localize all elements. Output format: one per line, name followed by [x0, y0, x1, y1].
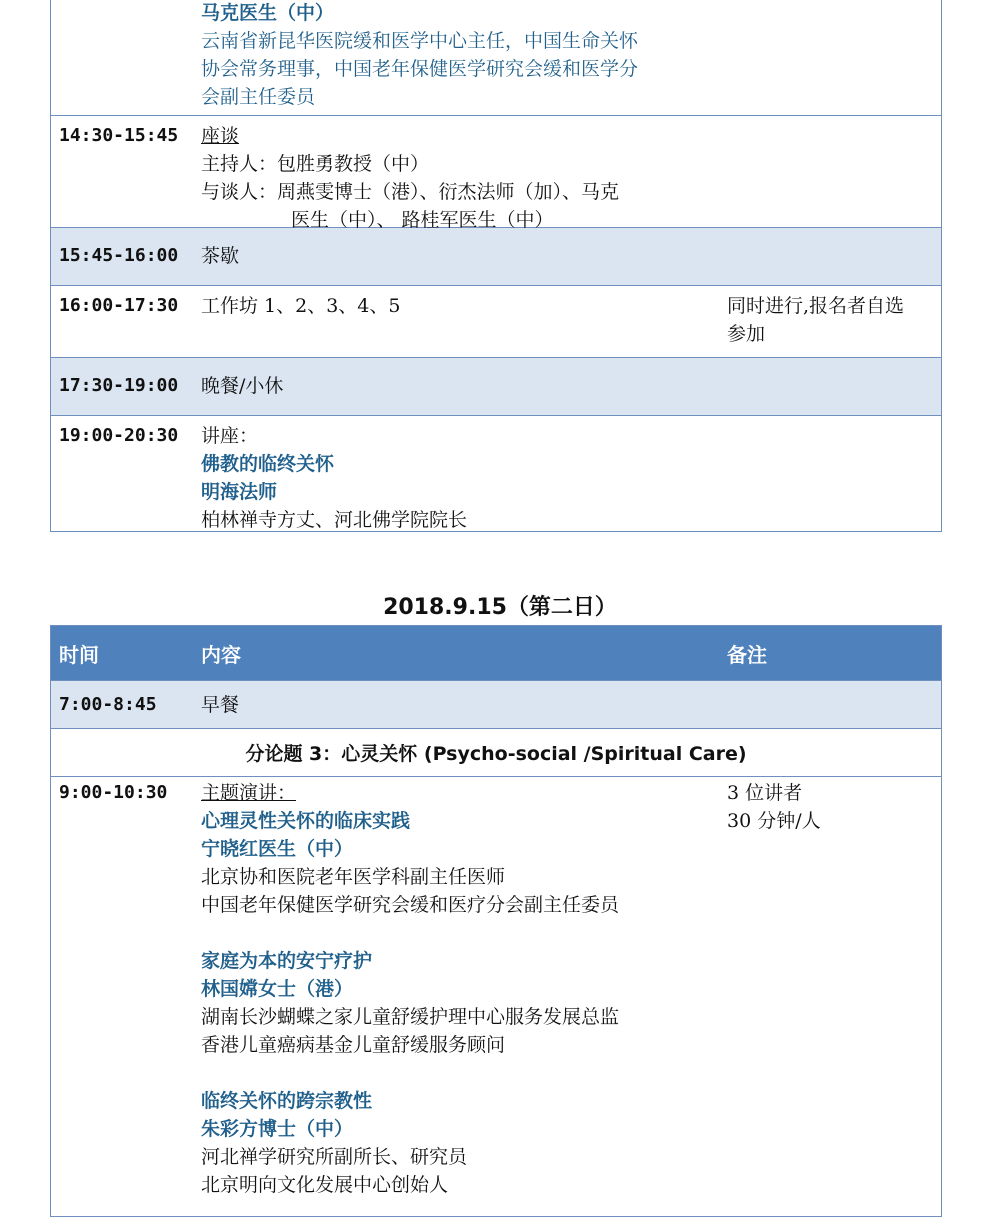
talk-topic: 家庭为本的安宁疗护 [201, 950, 373, 972]
table-row [51, 357, 941, 415]
panel-line: 与谈人：周燕雯博士（港）、衍杰法师（加）、马克 [201, 181, 620, 203]
speaker-desc: 北京协和医院老年医学科副主任医师 [201, 866, 506, 888]
speaker-name: 朱彩方博士（中） [201, 1118, 354, 1140]
content-cell: 茶歇 [201, 245, 240, 267]
speaker-desc: 湖南长沙蝴蝶之家儿童舒缓护理中心服务发展总监 [201, 1006, 620, 1028]
content-cell: 工作坊 1、2、3、4、5 [201, 295, 401, 317]
session-row [51, 728, 941, 776]
header-content: 内容 [201, 642, 241, 667]
speaker-desc: 柏林禅寺方丈、河北佛学院院长 [201, 509, 468, 531]
speaker-desc: 云南省新昆华医院缓和医学中心主任，中国生命关怀 [201, 30, 639, 52]
table-row [51, 776, 941, 1216]
content-cell: 晚餐/小休 [201, 375, 284, 397]
session-title: 座谈 [201, 125, 240, 147]
table-header [51, 626, 941, 680]
note-cell [723, 0, 941, 115]
speaker-name: 林国嫦女士（港） [201, 978, 354, 1000]
speaker-name: 宁晓红医生（中） [201, 838, 354, 860]
header-note: 备注 [727, 642, 767, 667]
speaker-desc: 协会常务理事，中国老年保健医学研究会缓和医学分 [201, 58, 639, 80]
lecture-label: 讲座： [201, 425, 259, 447]
note-cell [723, 416, 941, 531]
time-cell: 7:00-8:45 [59, 694, 157, 715]
table-row [51, 115, 941, 231]
lecture-topic: 佛教的临终关怀 [201, 453, 335, 475]
note-line: 参加 [727, 323, 766, 345]
day-title: 2018.9.15（第二日） [383, 595, 617, 620]
speaker-desc: 会副主任委员 [201, 86, 316, 108]
note-cell [723, 286, 941, 357]
content-cell: 早餐 [201, 694, 240, 716]
schedule-table-day1 [50, 0, 942, 532]
header-time: 时间 [59, 642, 99, 667]
time-cell: 14:30-15:45 [59, 125, 179, 146]
note-cell [723, 777, 941, 1216]
time-cell: 16:00-17:30 [59, 295, 179, 316]
content-cell [197, 416, 723, 531]
host-line: 主持人：包胜勇教授（中） [201, 153, 430, 175]
note-line: 30 分钟/人 [727, 810, 821, 832]
table-row [51, 227, 941, 285]
speaker-desc: 香港儿童癌病基金儿童舒缓服务顾问 [201, 1034, 506, 1056]
note-cell [723, 116, 941, 227]
speaker-desc: 北京明向文化发展中心创始人 [201, 1174, 449, 1196]
session-title: 分论题 3：心灵关怀 (Psycho-social /Spiritual Care) [245, 743, 747, 765]
talk-label: 主题演讲： [201, 782, 297, 804]
table-row [51, 285, 941, 357]
talk-topic: 临终关怀的跨宗教性 [201, 1090, 373, 1112]
speaker-desc: 河北禅学研究所副所长、研究员 [201, 1146, 468, 1168]
time-cell: 15:45-16:00 [59, 245, 179, 266]
table-row [51, 680, 941, 728]
speaker-name: 明海法师 [201, 481, 278, 503]
time-cell [51, 0, 197, 115]
note-cell [723, 681, 941, 728]
talk-topic: 心理灵性关怀的临床实践 [201, 810, 411, 832]
note-cell [723, 228, 941, 285]
content-cell [197, 777, 723, 1216]
table-row [51, 0, 941, 115]
content-cell [197, 0, 723, 115]
table-row [51, 415, 941, 531]
note-line: 同时进行,报名者自选 [727, 295, 905, 317]
time-cell: 19:00-20:30 [59, 425, 179, 446]
speaker-desc: 中国老年保健医学研究会缓和医疗分会副主任委员 [201, 894, 620, 916]
content-cell [197, 116, 723, 231]
schedule-table-day2 [50, 625, 942, 1217]
note-line: 3 位讲者 [727, 782, 803, 804]
time-cell: 17:30-19:00 [59, 375, 179, 396]
note-cell [723, 358, 941, 415]
time-cell: 9:00-10:30 [59, 782, 168, 803]
panel-line: 医生（中）、 路桂军医生（中） [291, 209, 554, 231]
speaker-name: 马克医生（中） [201, 2, 335, 24]
